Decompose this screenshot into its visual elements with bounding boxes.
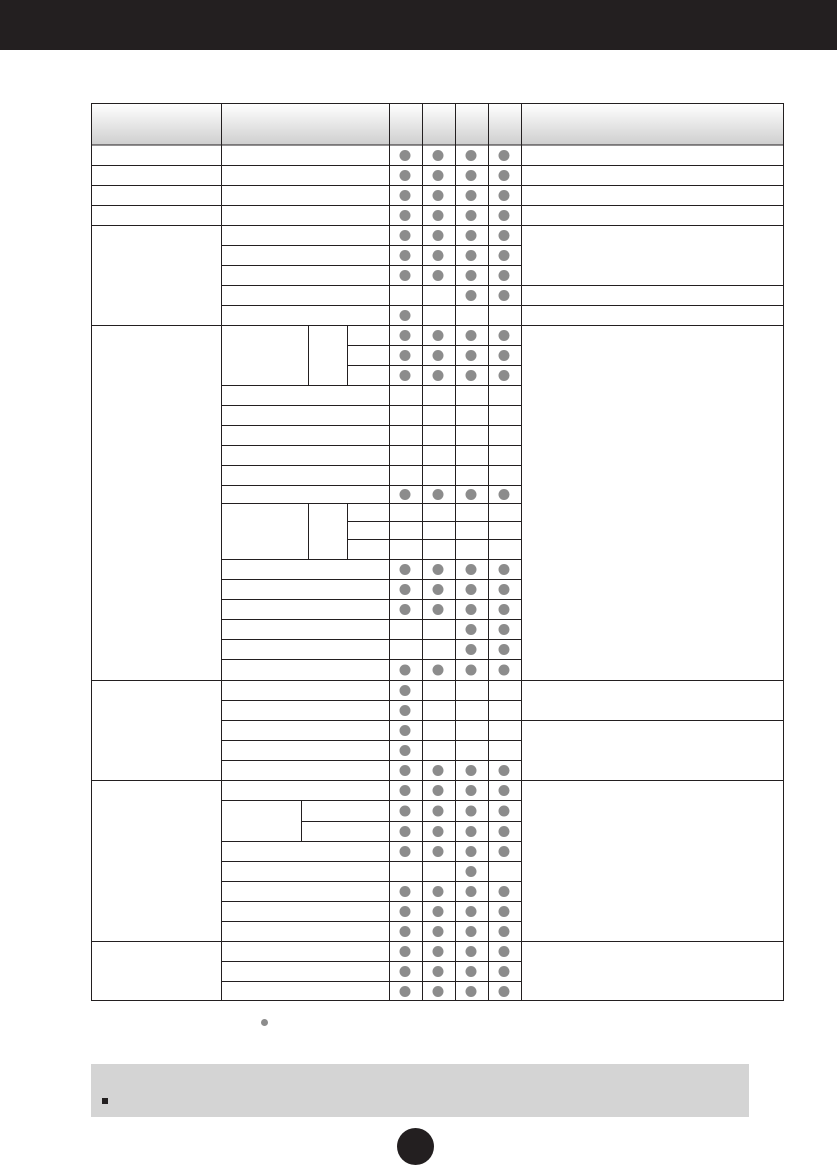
availability-dot-icon: [433, 190, 444, 201]
availability-dot-icon: [466, 604, 477, 615]
availability-dot-icon: [433, 946, 444, 957]
availability-dot-icon: [400, 370, 411, 381]
availability-dot-icon: [400, 170, 411, 181]
availability-dot-icon: [499, 489, 510, 500]
availability-dot-icon: [499, 906, 510, 917]
availability-dot-icon: [433, 270, 444, 281]
availability-dot-icon: [466, 946, 477, 957]
availability-dot-icon: [466, 926, 477, 937]
availability-dot-icon: [400, 806, 411, 817]
availability-dot-icon: [400, 725, 411, 736]
availability-dot-icon: [499, 190, 510, 201]
availability-dot-icon: [499, 886, 510, 897]
availability-dot-icon: [466, 624, 477, 635]
availability-dot-icon: [433, 906, 444, 917]
availability-dot-icon: [433, 886, 444, 897]
availability-dot-icon: [499, 584, 510, 595]
availability-dot-icon: [466, 846, 477, 857]
availability-dot-icon: [400, 846, 411, 857]
availability-dot-icon: [433, 665, 444, 676]
availability-dot-icon: [466, 170, 477, 181]
availability-dot-icon: [466, 906, 477, 917]
availability-dot-icon: [400, 584, 411, 595]
availability-dot-icon: [499, 250, 510, 261]
availability-dot-icon: [499, 624, 510, 635]
availability-dot-icon: [400, 765, 411, 776]
availability-dot-icon: [433, 926, 444, 937]
availability-dot-icon: [433, 806, 444, 817]
availability-dot-icon: [466, 866, 477, 877]
availability-dot-icon: [433, 150, 444, 161]
availability-dot-icon: [499, 846, 510, 857]
availability-dot-icon: [433, 785, 444, 796]
availability-dot-icon: [433, 350, 444, 361]
availability-dot-icon: [433, 230, 444, 241]
availability-dot-icon: [499, 170, 510, 181]
availability-dot-icon: [499, 806, 510, 817]
availability-dot-icon: [433, 170, 444, 181]
availability-dot-icon: [499, 330, 510, 341]
availability-dot-icon: [433, 564, 444, 575]
availability-dot-icon: [400, 926, 411, 937]
availability-dot-icon: [466, 665, 477, 676]
availability-dot-icon: [400, 966, 411, 977]
availability-dot-icon: [400, 946, 411, 957]
availability-dot-icon: [400, 250, 411, 261]
availability-dot-icon: [466, 966, 477, 977]
availability-dot-icon: [400, 685, 411, 696]
availability-dot-icon: [400, 330, 411, 341]
availability-dot-icon: [433, 370, 444, 381]
page-number-badge: [397, 1128, 434, 1165]
availability-dot-icon: [499, 785, 510, 796]
availability-dot-icon: [499, 564, 510, 575]
availability-dot-icon: [466, 370, 477, 381]
availability-dot-icon: [433, 986, 444, 997]
availability-dot-icon: [466, 765, 477, 776]
availability-dot-icon: [499, 270, 510, 281]
availability-dot-icon: [400, 785, 411, 796]
availability-dot-icon: [466, 489, 477, 500]
availability-dot-icon: [466, 270, 477, 281]
availability-dot-icon: [466, 150, 477, 161]
availability-dot-icon: [499, 150, 510, 161]
availability-dot-icon: [499, 765, 510, 776]
merged-cell-mask: [222, 820, 301, 823]
availability-dot-icon: [400, 270, 411, 281]
availability-dot-icon: [466, 230, 477, 241]
availability-dot-icon: [499, 604, 510, 615]
availability-dot-icon: [400, 665, 411, 676]
availability-dot-icon: [400, 230, 411, 241]
availability-dot-icon: [400, 210, 411, 221]
availability-dot-icon: [433, 584, 444, 595]
availability-dot-icon: [499, 926, 510, 937]
availability-dot-icon: [433, 826, 444, 837]
availability-dot-icon: [400, 310, 411, 321]
availability-dot-icon: [400, 886, 411, 897]
availability-dot-icon: [466, 785, 477, 796]
availability-dot-icon: [499, 210, 510, 221]
availability-dot-icon: [400, 489, 411, 500]
availability-dot-icon: [400, 190, 411, 201]
availability-dot-icon: [400, 906, 411, 917]
availability-dot-icon: [466, 210, 477, 221]
availability-dot-icon: [433, 966, 444, 977]
availability-dot-icon: [466, 290, 477, 301]
availability-dot-icon: [400, 150, 411, 161]
availability-dot-icon: [433, 604, 444, 615]
availability-dot-icon: [499, 946, 510, 957]
availability-dot-icon: [400, 745, 411, 756]
feature-availability-table: [91, 103, 784, 1001]
availability-dot-icon: [400, 564, 411, 575]
availability-dot-icon: [400, 705, 411, 716]
availability-dot-icon: [499, 350, 510, 361]
merged-cell-mask: [309, 344, 347, 347]
availability-dot-icon: [400, 350, 411, 361]
availability-dot-icon: [433, 489, 444, 500]
availability-dot-icon: [466, 350, 477, 361]
merged-cell-mask: [309, 520, 347, 523]
availability-dot-icon: [499, 826, 510, 837]
note-bullet-icon: [102, 1098, 108, 1104]
table-header-background: [92, 104, 784, 145]
availability-dot-icon: [466, 564, 477, 575]
availability-dot-icon: [466, 250, 477, 261]
availability-dot-icon: [433, 846, 444, 857]
availability-dot-icon: [499, 986, 510, 997]
availability-dot-icon: [433, 250, 444, 261]
availability-dot-icon: [433, 330, 444, 341]
merged-cell-mask: [309, 538, 347, 541]
availability-dot-icon: [466, 886, 477, 897]
availability-dot-icon: [466, 584, 477, 595]
availability-dot-icon: [466, 644, 477, 655]
availability-dot-icon: [499, 290, 510, 301]
top-header-bar: [0, 0, 837, 50]
availability-dot-icon: [433, 765, 444, 776]
availability-dot-icon: [466, 986, 477, 997]
availability-dot-icon: [466, 190, 477, 201]
availability-dot-icon: [499, 966, 510, 977]
availability-dot-icon: [499, 665, 510, 676]
availability-dot-icon: [400, 604, 411, 615]
availability-dot-icon: [466, 826, 477, 837]
availability-dot-icon: [466, 330, 477, 341]
legend-dot-icon: [261, 1019, 268, 1026]
availability-dot-icon: [499, 644, 510, 655]
availability-dot-icon: [466, 806, 477, 817]
availability-dot-icon: [499, 370, 510, 381]
availability-dot-icon: [400, 986, 411, 997]
merged-cell-mask: [309, 364, 347, 367]
table-grid: [91, 103, 784, 1001]
availability-dot-icon: [433, 210, 444, 221]
availability-dot-icon: [400, 826, 411, 837]
note-box: [91, 1064, 749, 1117]
availability-dot-icon: [499, 230, 510, 241]
